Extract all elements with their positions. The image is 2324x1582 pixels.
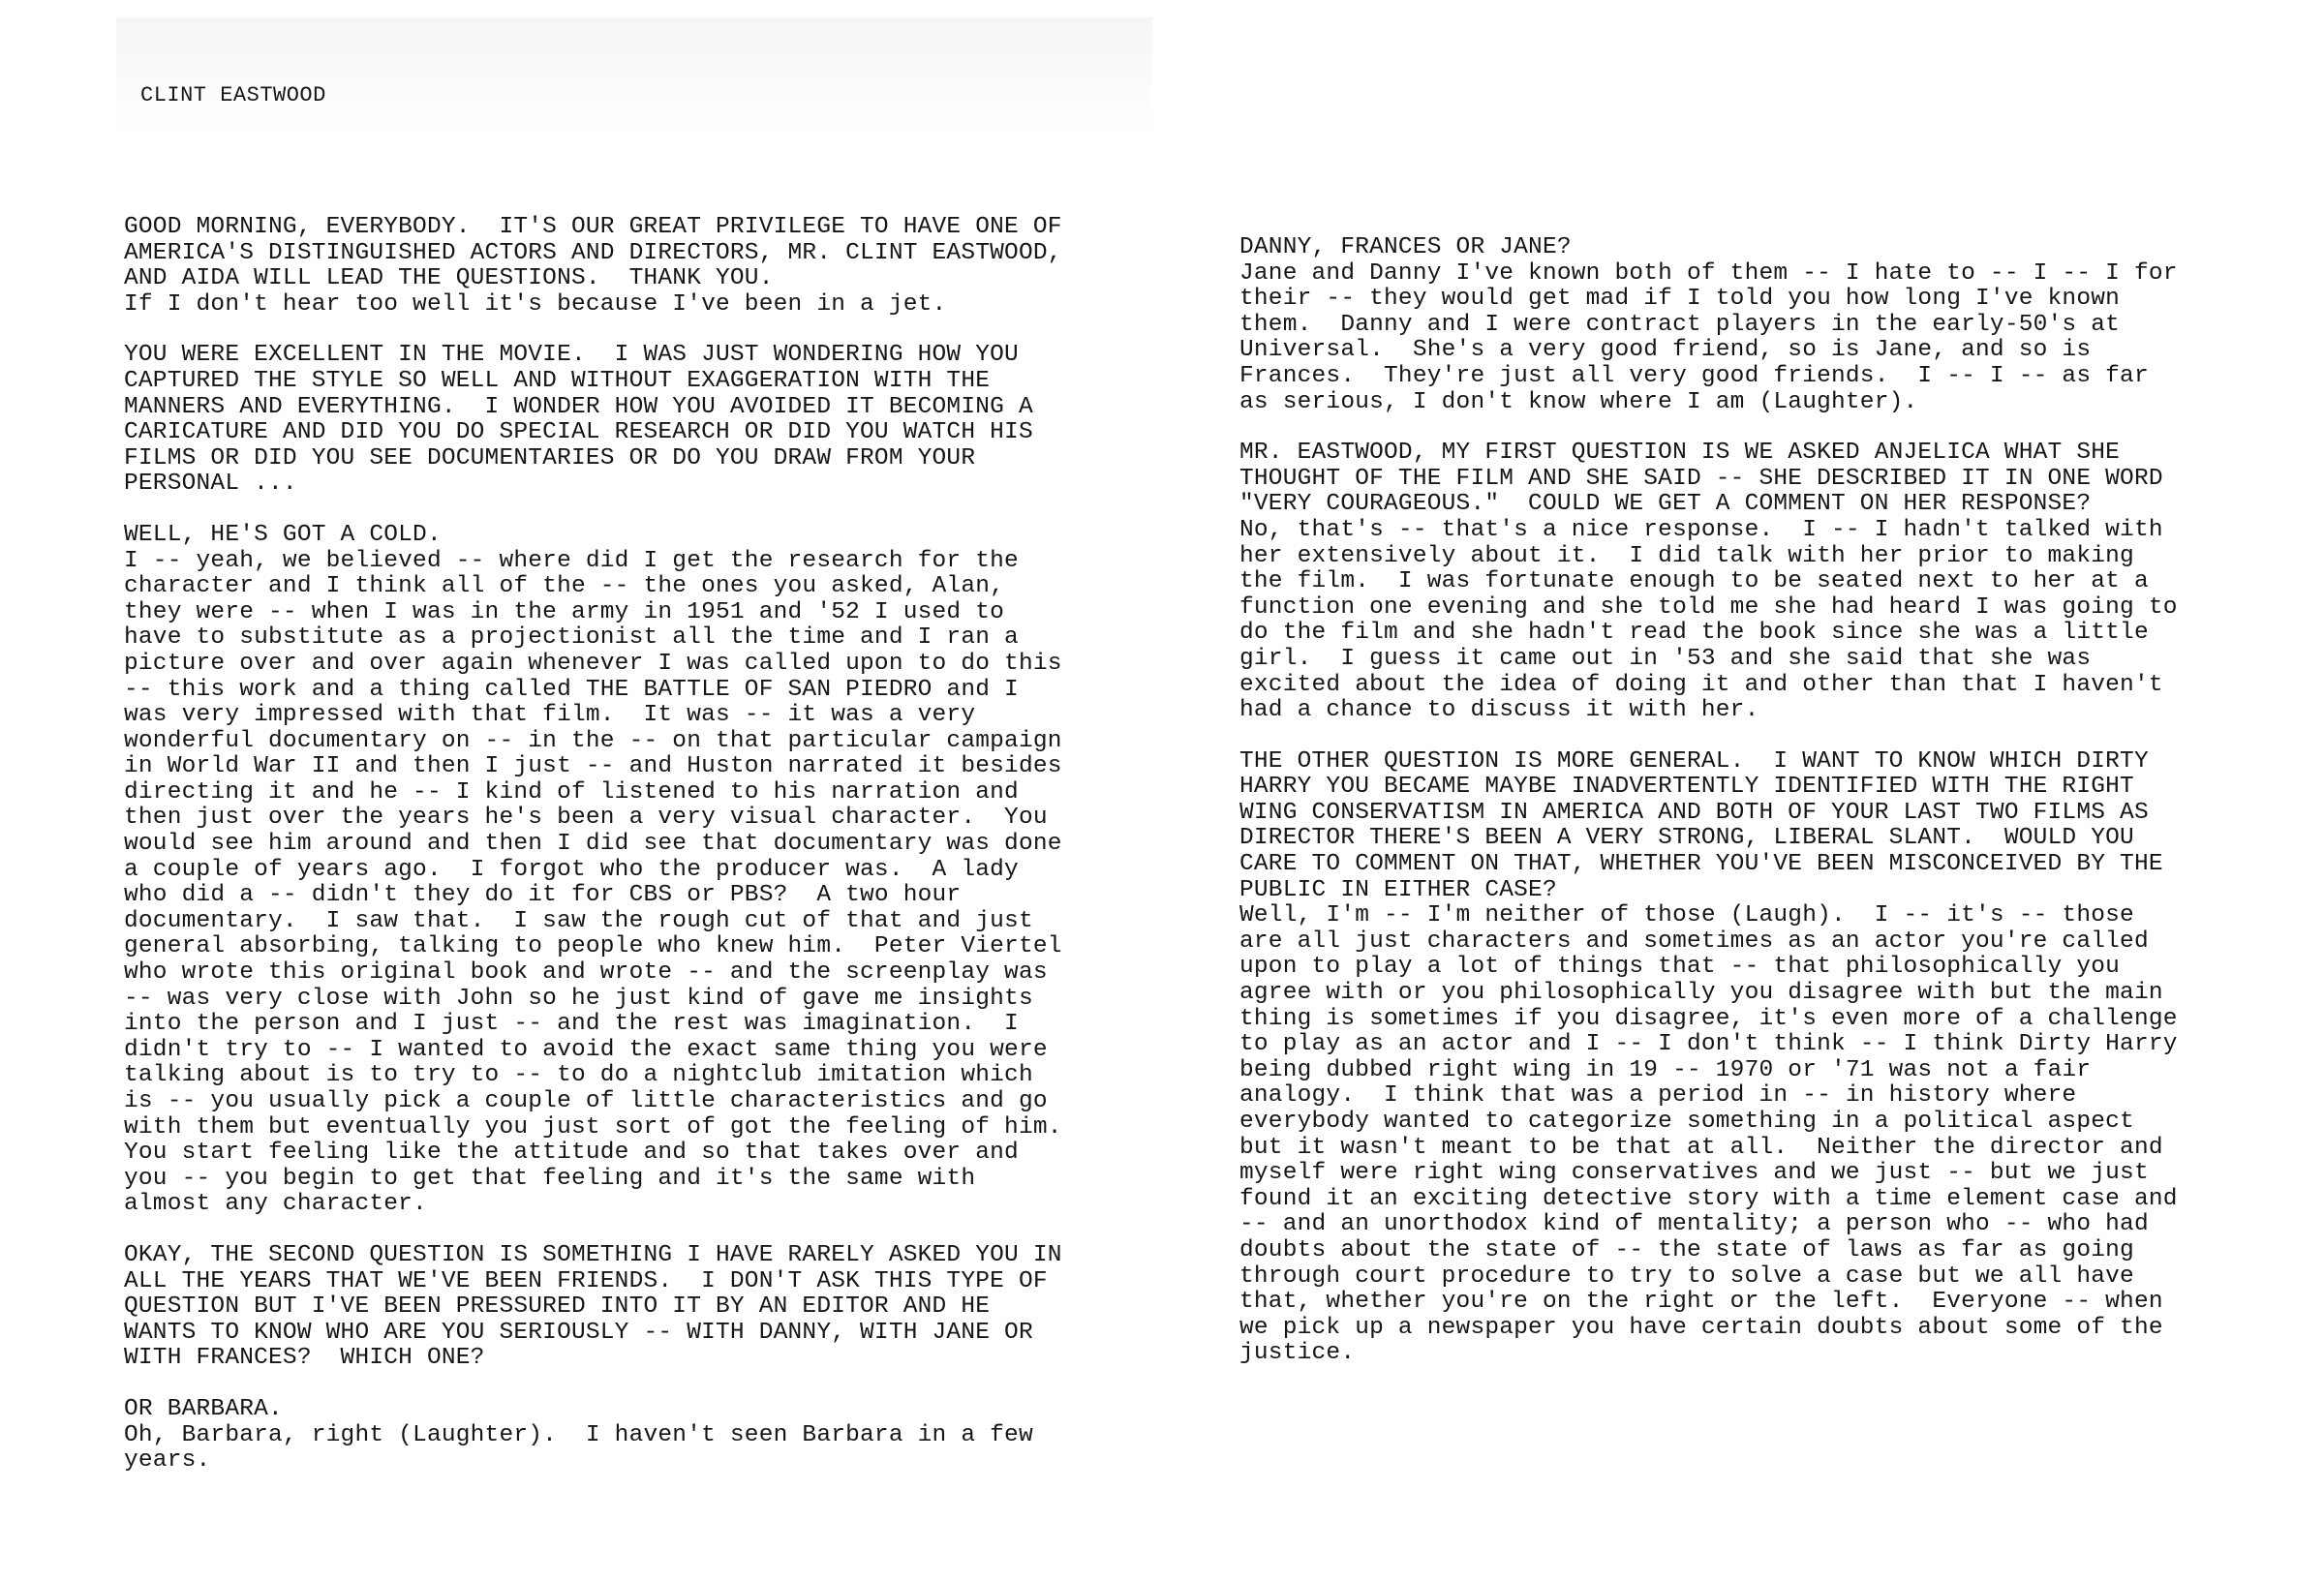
- page-header-title: CLINT EASTWOOD: [140, 83, 326, 107]
- text-line: DANNY, FRANCES OR JANE?: [1239, 234, 1572, 260]
- text-line: Universal. She's a very good friend, so is Jane, and so is: [1239, 337, 2092, 364]
- text-line: to play as an actor and I -- I don't think -- I think Dirty Harry: [1239, 1031, 2178, 1058]
- text-line: PERSONAL ...: [124, 471, 297, 498]
- text-line: You start feeling like the attitude and so that takes over and: [124, 1140, 1019, 1167]
- text-line: -- and an unorthodox kind of mentality; a person who -- who had: [1239, 1211, 2149, 1238]
- text-line: their -- they would get mad if I told you how long I've known: [1239, 286, 2121, 313]
- text-line: found it an exciting detective story with a time element case and: [1239, 1185, 2178, 1212]
- text-line: do the film and she hadn't read the book since she was a little: [1239, 620, 2149, 647]
- text-line: Jane and Danny I've known both of them -- I hate to -- I -- I for: [1239, 259, 2178, 287]
- text-line: had a chance to discuss it with her.: [1239, 697, 1759, 724]
- text-line: excited about the idea of doing it and other than that I haven't: [1239, 671, 2163, 698]
- text-line: AND AIDA WILL LEAD THE QUESTIONS. THANK YOU.: [124, 265, 774, 292]
- paragraph: [1239, 235, 2305, 415]
- text-line: If I don't hear too well it's because I've been in a jet.: [124, 290, 947, 318]
- text-line: are all just characters and sometimes as an actor you're called: [1239, 928, 2149, 955]
- text-line: was very impressed with that film. It was -- it was a very: [124, 702, 976, 729]
- text-line: would see him around and then I did see that documentary was done: [124, 831, 1062, 858]
- text-line: -- was very close with John so he just kind of gave me insights: [124, 985, 1033, 1012]
- paragraph: [124, 215, 1150, 318]
- text-line: ALL THE YEARS THAT WE'VE BEEN FRIENDS. I DON'T ASK THIS TYPE OF: [124, 1267, 1048, 1294]
- text-line: CARE TO COMMENT ON THAT, WHETHER YOU'VE BEEN MISCONCEIVED BY THE: [1239, 851, 2163, 878]
- right-page: [1162, 0, 2324, 1582]
- text-line: into the person and I just -- and the rest was imagination. I: [124, 1011, 1019, 1038]
- text-line: FILMS OR DID YOU SEE DOCUMENTARIES OR DO YOU DRAW FROM YOUR: [124, 444, 976, 472]
- text-line: QUESTION BUT I'VE BEEN PRESSURED INTO IT BY AN EDITOR AND HE: [124, 1293, 991, 1321]
- text-line: through court procedure to try to solve a case but we all have: [1239, 1263, 2134, 1290]
- text-line: Frances. They're just all very good friends. I -- I -- as far: [1239, 362, 2149, 389]
- text-line: MANNERS AND EVERYTHING. I WONDER HOW YOU AVOIDED IT BECOMING A: [124, 393, 1033, 420]
- text-line: No, that's -- that's a nice response. I -- I hadn't talked with: [1239, 516, 2163, 543]
- left-column: [124, 215, 1150, 1500]
- paragraph: [1239, 441, 2305, 724]
- scan-shadow: [116, 17, 1152, 134]
- text-line: YOU WERE EXCELLENT IN THE MOVIE. I WAS JUST WONDERING HOW YOU: [124, 342, 1019, 369]
- text-line: a couple of years ago. I forgot who the producer was. A lady: [124, 856, 1019, 883]
- text-line: character and I think all of the -- the ones you asked, Alan,: [124, 573, 1005, 600]
- text-line: documentary. I saw that. I saw the rough cut of that and just: [124, 907, 1033, 934]
- text-line: THOUGHT OF THE FILM AND SHE SAID -- SHE DESCRIBED IT IN ONE WORD: [1239, 465, 2163, 492]
- text-line: upon to play a lot of things that -- that philosophically you: [1239, 954, 2121, 981]
- paragraph: [1239, 749, 2305, 1367]
- text-line: -- this work and a thing called THE BATTLE OF SAN PIEDRO and I: [124, 676, 1019, 703]
- text-line: THE OTHER QUESTION IS MORE GENERAL. I WANT TO KNOW WHICH DIRTY: [1239, 747, 2149, 775]
- text-line: DIRECTOR THERE'S BEEN A VERY STRONG, LIBERAL SLANT. WOULD YOU: [1239, 825, 2134, 852]
- text-line: you -- you begin to get that feeling and it's the same with: [124, 1165, 976, 1192]
- text-line: everybody wanted to categorize something in a political aspect: [1239, 1109, 2134, 1135]
- text-line: Well, I'm -- I'm neither of those (Laugh). I -- it's -- those: [1239, 902, 2134, 929]
- text-line: agree with or you philosophically you disagree with but the main: [1239, 980, 2163, 1007]
- text-line: WING CONSERVATISM IN AMERICA AND BOTH OF YOUR LAST TWO FILMS AS: [1239, 799, 2149, 826]
- text-line: general absorbing, talking to people who knew him. Peter Viertel: [124, 933, 1062, 960]
- text-line: in World War II and then I just -- and Huston narrated it besides: [124, 753, 1062, 780]
- text-line: WANTS TO KNOW WHO ARE YOU SERIOUSLY -- WITH DANNY, WITH JANE OR: [124, 1319, 1033, 1346]
- text-line: who did a -- didn't they do it for CBS or PBS? A two hour: [124, 882, 962, 909]
- text-line: the film. I was fortunate enough to be seated next to her at a: [1239, 568, 2149, 595]
- text-line: GOOD MORNING, EVERYBODY. IT'S OUR GREAT PRIVILEGE TO HAVE ONE OF: [124, 214, 1062, 240]
- text-line: WELL, HE'S GOT A COLD.: [124, 521, 442, 548]
- text-line: as serious, I don't know where I am (Laughter).: [1239, 388, 1918, 415]
- text-line: girl. I guess it came out in '53 and she said that she was: [1239, 645, 2092, 672]
- text-line: justice.: [1239, 1340, 1356, 1367]
- text-line: CAPTURED THE STYLE SO WELL AND WITHOUT EXAGGERATION WITH THE: [124, 367, 991, 394]
- text-line: then just over the years he's been a very visual character. You: [124, 805, 1048, 832]
- text-line: them. Danny and I were contract players in the early-50's at: [1239, 311, 2121, 338]
- right-column: [1239, 235, 2305, 1392]
- paragraph: [124, 1243, 1150, 1372]
- text-line: years.: [124, 1447, 211, 1475]
- text-line: being dubbed right wing in 19 -- 1970 or '71 was not a fair: [1239, 1056, 2092, 1083]
- text-line: picture over and over again whenever I was called upon to do this: [124, 650, 1062, 677]
- paragraph: [124, 1397, 1150, 1475]
- text-line: with them but eventually you just sort of got the feeling of him.: [124, 1113, 1062, 1141]
- text-line: doubts about the state of -- the state of laws as far as going: [1239, 1236, 2134, 1263]
- text-line: analogy. I think that was a period in -- in history where: [1239, 1082, 2077, 1110]
- text-line: AMERICA'S DISTINGUISHED ACTORS AND DIRECTORS, MR. CLINT EASTWOOD,: [124, 239, 1062, 266]
- text-line: CARICATURE AND DID YOU DO SPECIAL RESEARCH OR DID YOU WATCH HIS: [124, 419, 1033, 446]
- text-line: didn't try to -- I wanted to avoid the exact same thing you were: [124, 1036, 1048, 1063]
- text-line: function one evening and she told me she had heard I was going to: [1239, 593, 2178, 621]
- text-line: who wrote this original book and wrote -- and the screenplay was: [124, 959, 1048, 987]
- text-line: HARRY YOU BECAME MAYBE INADVERTENTLY IDENTIFIED WITH THE RIGHT: [1239, 774, 2134, 801]
- text-line: wonderful documentary on -- in the -- on that particular campaign: [124, 727, 1062, 754]
- text-line: Oh, Barbara, right (Laughter). I haven't seen Barbara in a few: [124, 1421, 1033, 1448]
- text-line: WITH FRANCES? WHICH ONE?: [124, 1345, 485, 1372]
- text-line: "VERY COURAGEOUS." COULD WE GET A COMMENT ON HER RESPONSE?: [1239, 491, 2092, 518]
- text-line: directing it and he -- I kind of listened to his narration and: [124, 778, 1019, 806]
- text-line: that, whether you're on the right or the left. Everyone -- when: [1239, 1289, 2163, 1316]
- paragraph: [124, 523, 1150, 1218]
- text-line: have to substitute as a projectionist all the time and I ran a: [124, 624, 1019, 652]
- text-line: I -- yeah, we believed -- where did I get the research for the: [124, 547, 1019, 574]
- text-line: MR. EASTWOOD, MY FIRST QUESTION IS WE ASKED ANJELICA WHAT SHE: [1239, 440, 2121, 467]
- text-line: but it wasn't meant to be that at all. Neither the director and: [1239, 1134, 2163, 1161]
- text-line: OKAY, THE SECOND QUESTION IS SOMETHING I HAVE RARELY ASKED YOU IN: [124, 1241, 1062, 1268]
- text-line: talking about is to try to -- to do a nightclub imitation which: [124, 1062, 1033, 1089]
- text-line: OR BARBARA.: [124, 1395, 283, 1422]
- text-line: we pick up a newspaper you have certain doubts about some of the: [1239, 1314, 2163, 1341]
- text-line: they were -- when I was in the army in 1951 and '52 I used to: [124, 598, 1005, 625]
- text-line: PUBLIC IN EITHER CASE?: [1239, 876, 1557, 903]
- paragraph: [124, 343, 1150, 498]
- text-line: thing is sometimes if you disagree, it's even more of a challenge: [1239, 1005, 2178, 1032]
- text-line: myself were right wing conservatives and we just -- but we just: [1239, 1160, 2149, 1187]
- text-line: her extensively about it. I did talk with her prior to making: [1239, 542, 2134, 569]
- text-line: almost any character.: [124, 1191, 427, 1218]
- text-line: is -- you usually pick a couple of little characteristics and go: [124, 1088, 1048, 1114]
